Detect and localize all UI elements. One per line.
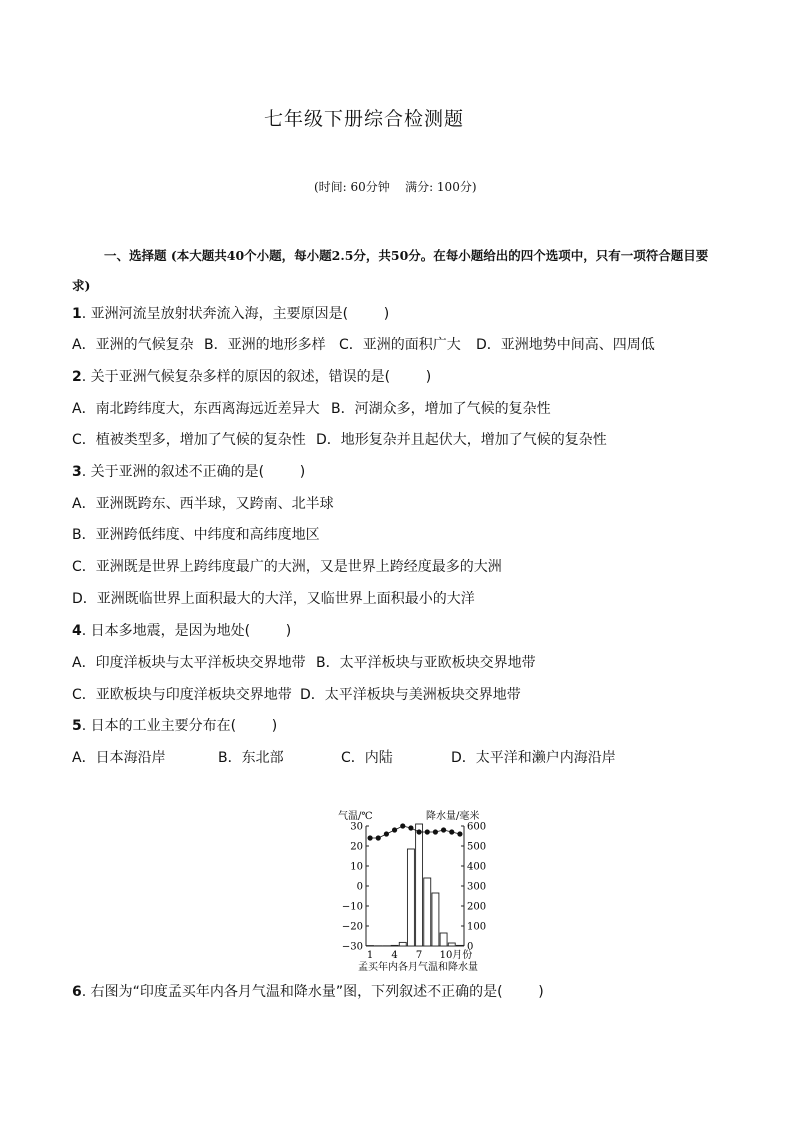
question-2-options-row-2 xyxy=(72,429,607,449)
temperature-point xyxy=(408,825,413,830)
section-heading: 一、选择题 (本大题共40个小题，每小题2.5分，共50分。在每小题给出的四个选项中，只有一项符合题目要求) xyxy=(72,248,709,293)
option-d: D．太平洋板块与美洲板块交界地带 xyxy=(300,687,521,703)
x-tick-label: 4 xyxy=(391,950,398,961)
left-tick-label: 30 xyxy=(350,821,363,833)
option-d: D．亚洲地势中间高、四周低 xyxy=(476,337,655,353)
temperature-point xyxy=(457,831,462,836)
right-tick-label: 300 xyxy=(467,881,487,893)
question-text: . 亚洲河流呈放射状奔流入海，主要原因是( ) xyxy=(81,306,390,322)
option-b: B．太平洋板块与亚欧板块交界地带 xyxy=(316,655,536,671)
temperature-point xyxy=(425,829,430,834)
option-a: A．日本海沿岸 xyxy=(72,750,166,766)
question-number: 5 xyxy=(72,718,82,734)
question-number: 4 xyxy=(72,623,82,639)
question-number: 3 xyxy=(72,464,82,480)
question-text: . 日本的工业主要分布在( ) xyxy=(81,718,278,734)
option-c: C．亚欧板块与印度洋板块交界地带 xyxy=(72,687,292,703)
precipitation-bar xyxy=(416,824,423,946)
page-title: 七年级下册综合检测题 xyxy=(263,108,464,130)
precipitation-bar xyxy=(391,945,398,946)
question-4-options-row-1 xyxy=(72,652,536,672)
x-tick-label: 1 xyxy=(366,950,374,961)
temperature-point xyxy=(416,829,421,834)
question-text: . 关于亚洲的叙述不正确的是( ) xyxy=(81,464,306,480)
temperature-point xyxy=(449,829,454,834)
precipitation-bar xyxy=(440,933,447,946)
temperature-point xyxy=(376,835,381,840)
option-a: A．亚洲的气候复杂 xyxy=(72,337,194,353)
left-tick-label: 0 xyxy=(356,881,363,893)
temperature-point xyxy=(384,831,389,836)
question-2-options-row-1 xyxy=(72,398,551,418)
precipitation-bar xyxy=(399,942,406,946)
question-text: . 日本多地震，是因为地处( ) xyxy=(81,623,292,639)
option-b: B．亚洲的地形多样 xyxy=(204,337,326,353)
option-d: D．地形复杂并且起伏大，增加了气候的复杂性 xyxy=(316,432,607,448)
question-text: . 右图为“印度孟买年内各月气温和降水量”图，下列叙述不正确的是( ) xyxy=(81,984,544,1000)
temperature-point xyxy=(367,835,372,840)
precipitation-bar xyxy=(432,893,439,946)
option-d: D．亚洲既临世界上面积最大的大洋，又临世界上面积最小的大洋 xyxy=(72,591,475,607)
option-d: D．太平洋和濑户内海沿岸 xyxy=(451,750,616,766)
temperature-point xyxy=(400,823,405,828)
right-tick-label: 200 xyxy=(467,901,487,913)
option-b: B．亚洲跨低纬度、中纬度和高纬度地区 xyxy=(72,527,320,543)
question-1-options xyxy=(72,334,655,354)
question-1 xyxy=(72,303,389,323)
right-tick-label: 600 xyxy=(467,821,487,833)
question-5-options xyxy=(72,747,616,767)
left-tick-label: −30 xyxy=(341,941,363,953)
left-tick-label: 10 xyxy=(350,861,363,873)
option-c: C．植被类型多，增加了气候的复杂性 xyxy=(72,432,306,448)
climate-chart xyxy=(332,804,508,976)
right-axis-label: 降水量/毫米 xyxy=(426,811,480,822)
question-number: 6 xyxy=(72,984,82,1000)
right-tick-label: 100 xyxy=(467,921,487,933)
left-axis-label: 气温/℃ xyxy=(338,811,373,822)
left-tick-label: −10 xyxy=(341,901,363,913)
question-number: 2 xyxy=(72,369,82,385)
option-b: B．河湖众多，增加了气候的复杂性 xyxy=(331,401,551,417)
question-3 xyxy=(72,461,305,481)
question-6 xyxy=(72,981,544,1001)
temperature-point xyxy=(433,829,438,834)
precipitation-bar xyxy=(407,849,414,946)
right-tick-label: 400 xyxy=(467,861,487,873)
x-tick-label: 7 xyxy=(415,950,423,961)
chart-caption: 孟买年内各月气温和降水量 xyxy=(358,962,478,973)
right-tick-label: 0 xyxy=(467,941,474,953)
precipitation-bar xyxy=(424,878,431,946)
option-a: A．南北跨纬度大，东西离海远近差异大 xyxy=(72,401,320,417)
option-c: C．内陆 xyxy=(341,750,393,766)
question-number: 1 xyxy=(72,306,82,322)
temperature-point xyxy=(392,827,397,832)
temperature-line xyxy=(370,826,460,838)
question-5 xyxy=(72,715,277,735)
question-4 xyxy=(72,620,291,640)
precipitation-bar xyxy=(448,943,455,946)
temperature-point xyxy=(441,827,446,832)
option-c: C．亚洲既是世界上跨纬度最广的大洲，又是世界上跨经度最多的大洲 xyxy=(72,559,502,575)
precipitation-bar xyxy=(456,945,463,946)
option-c: C．亚洲的面积广大 xyxy=(339,337,461,353)
question-4-options-row-2 xyxy=(72,684,521,704)
exam-meta: (时间: 60分钟 满分: 100分) xyxy=(314,180,477,194)
option-a: A．印度洋板块与太平洋板块交界地带 xyxy=(72,655,306,671)
left-tick-label: −20 xyxy=(341,921,363,933)
x-tick-label: 10月份 xyxy=(439,950,473,961)
question-text: . 关于亚洲气候复杂多样的原因的叙述，错误的是( ) xyxy=(81,369,432,385)
climate-chart-svg xyxy=(332,804,508,976)
option-b: B．东北部 xyxy=(218,750,284,766)
left-tick-label: 20 xyxy=(350,841,363,853)
question-2 xyxy=(72,366,431,386)
option-a: A．亚洲既跨东、西半球，又跨南、北半球 xyxy=(72,496,334,512)
right-tick-label: 500 xyxy=(467,841,487,853)
